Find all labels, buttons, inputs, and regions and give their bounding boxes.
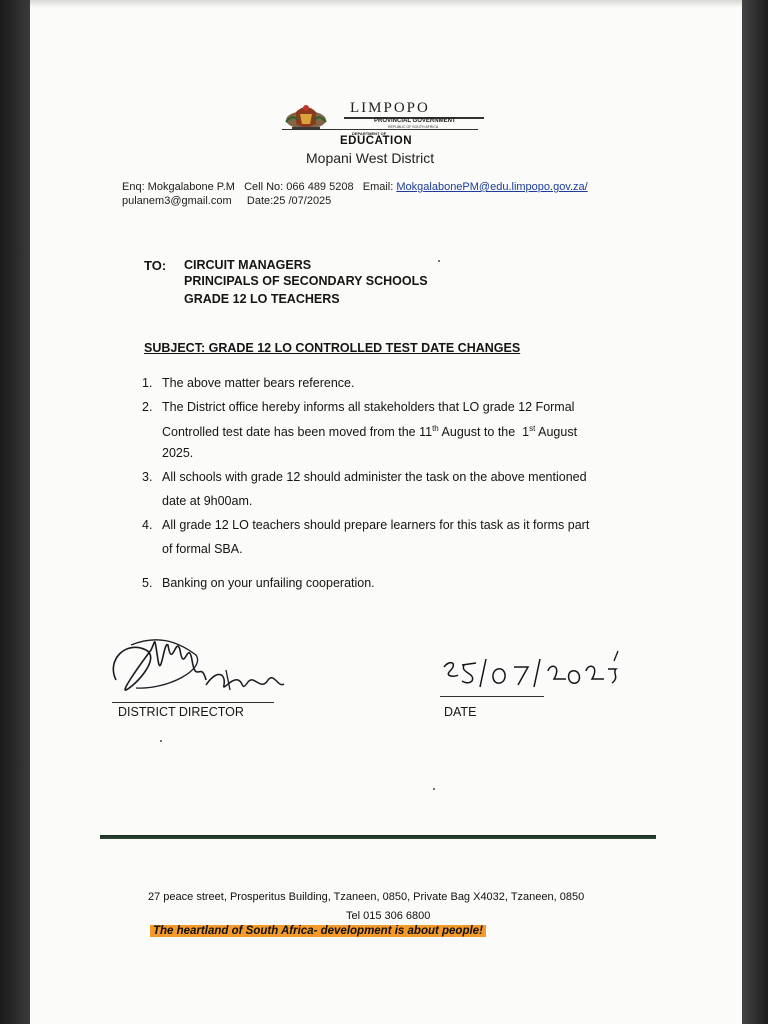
item-text: of formal SBA. (162, 542, 243, 556)
superscript-th: th (432, 424, 439, 433)
recipient-line: GRADE 12 LO TEACHERS (184, 292, 340, 306)
enquiry: Enq: Mokgalabone P.M (122, 181, 235, 193)
speck (160, 740, 162, 742)
footer-slogan: The heartland of South Africa- development is about people! (150, 925, 486, 937)
coat-of-arms-icon (282, 102, 330, 132)
department-name: EDUCATION (340, 135, 413, 147)
cell-number: Cell No: 066 489 5208 (244, 181, 354, 193)
footer-rule (100, 835, 656, 839)
director-signature (106, 630, 306, 705)
republic-label: REPUBLIC OF SOUTH AFRICA (388, 125, 439, 129)
secondary-email: pulanem3@gmail.com (122, 195, 232, 207)
item-text: 2025. (162, 446, 194, 460)
item-text: The above matter bears reference. (162, 376, 355, 390)
item-number: 3. (142, 470, 153, 484)
handwritten-date (436, 645, 626, 695)
email-label: Email: (362, 181, 394, 193)
recipient-line: CIRCUIT MANAGERS (184, 258, 312, 272)
contact-line (122, 181, 588, 193)
letter-date: Date:25 /07/2025 (246, 195, 332, 207)
provincial-government: PROVINCIAL GOVERNMENT (374, 118, 456, 124)
item-text-line-2: Controlled test date has been moved from the 11th August to the 1st August (162, 424, 578, 440)
letterhead-rule-lower (282, 129, 478, 130)
item-text: Banking on your unfailing cooperation. (162, 576, 375, 590)
footer-address: 27 peace street, Prosperitus Building, Tzaneen, 0850, Private Bag X4032, Tzaneen, 0850 (148, 891, 585, 903)
to-label: TO: (144, 258, 167, 273)
item-text: All schools with grade 12 should administer the task on the above mentioned (162, 470, 587, 484)
email-link[interactable]: MokgalabonePM@edu.limpopo.gov.za/ (396, 181, 588, 193)
recipient-line: PRINCIPALS OF SECONDARY SCHOOLS (184, 274, 428, 288)
footer-telephone: Tel 015 306 6800 (346, 910, 431, 922)
speck (438, 260, 440, 262)
province-name: LIMPOPO (350, 100, 430, 116)
director-signature-line (112, 702, 274, 703)
item-text: The District office hereby informs all stakeholders that LO grade 12 Formal (162, 400, 575, 414)
department-of-label: DEPARTMENT OF (352, 131, 387, 136)
background-left-edge (0, 0, 30, 1024)
item-number: 2. (142, 400, 153, 414)
item-text: date at 9h00am. (162, 494, 253, 508)
page-top-shadow (30, 0, 742, 8)
superscript-st: st (529, 424, 536, 433)
item-number: 5. (142, 576, 153, 590)
director-label: DISTRICT DIRECTOR (118, 705, 244, 719)
date-signature-line (440, 696, 544, 697)
letterhead (278, 100, 488, 152)
district-name: Mopani West District (306, 150, 435, 166)
subject-heading: SUBJECT: GRADE 12 LO CONTROLLED TEST DATE CHANGES (144, 341, 521, 355)
background-right-edge (742, 0, 768, 1024)
item-number: 4. (142, 518, 153, 532)
date-label: DATE (444, 705, 477, 719)
contact-line-2 (122, 195, 331, 207)
item-number: 1. (142, 376, 153, 390)
speck (433, 788, 435, 790)
item-text: All grade 12 LO teachers should prepare learners for this task as it forms part (162, 518, 590, 532)
